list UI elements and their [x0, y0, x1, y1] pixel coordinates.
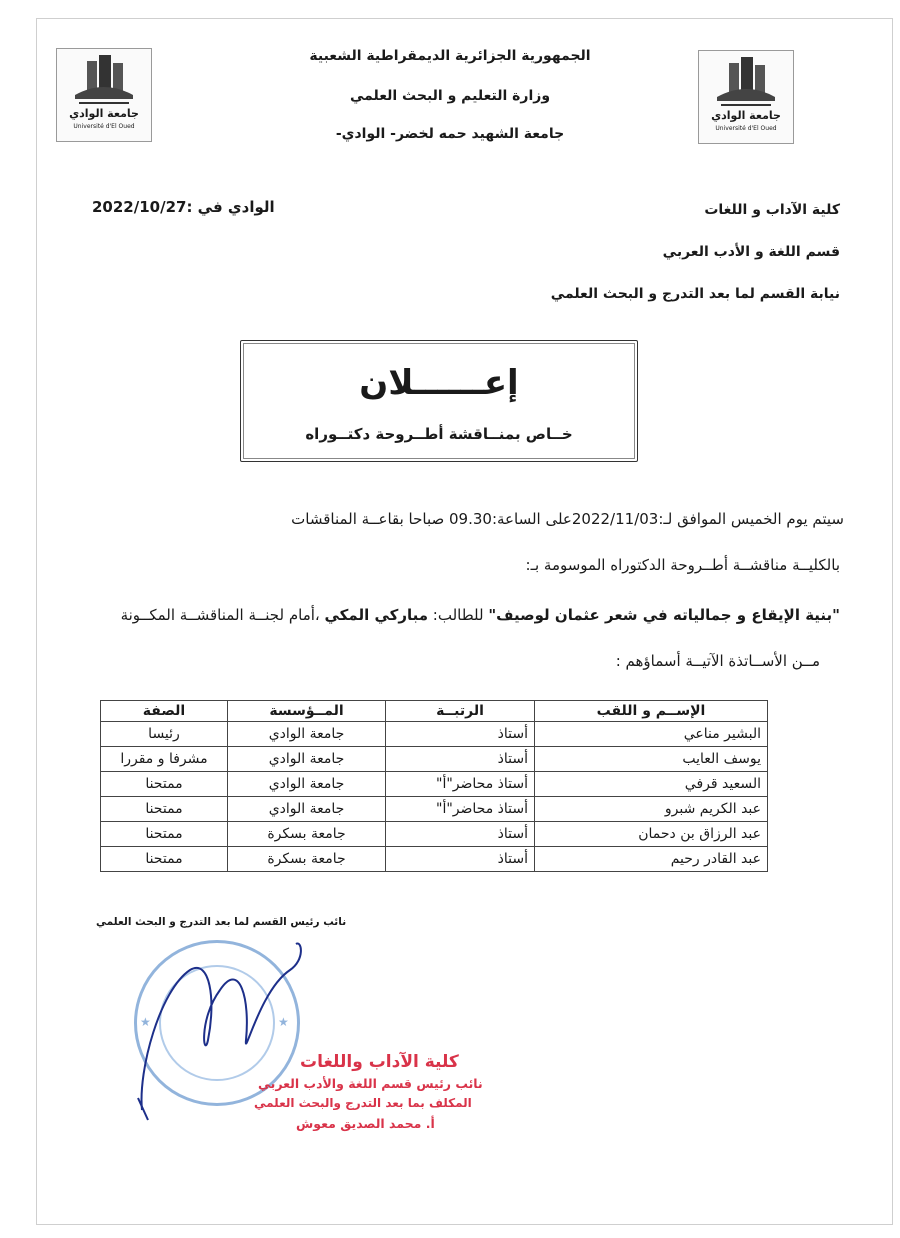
member-name: عبد الكريم شبرو	[535, 797, 768, 822]
body-line-1: سيتم يوم الخميس الموافق لـ:2022/11/03على الساعة:09.30 صباحا بقاعــة المناقشات	[291, 510, 844, 528]
body-line-2: بالكليــة مناقشــة أطــروحة الدكتوراه الموسومة بـ:	[525, 556, 840, 574]
committee-table	[100, 700, 768, 872]
member-name: عبد القادر رحيم	[535, 847, 768, 872]
student-label: للطالب:	[428, 606, 489, 624]
member-role: ممتحنا	[101, 797, 228, 822]
member-name: يوسف العايب	[535, 747, 768, 772]
member-role: ممتحنا	[101, 847, 228, 872]
red-stamp-signatory: أ. محمد الصديق معوش	[296, 1116, 435, 1131]
red-stamp-line-2: نائب رئيس قسم اللغة والأدب العربي	[258, 1076, 483, 1091]
logo-subcaption: Université d'El Oued	[73, 123, 135, 130]
member-name: عبد الرزاق بن دحمان	[535, 822, 768, 847]
committee-intro: ،أمام لجنــة المناقشــة المكــونة	[120, 606, 325, 624]
red-stamp-line-3: المكلف بما بعد التدرج والبحث العلمي	[254, 1096, 472, 1110]
member-rank: أستاذ	[386, 747, 535, 772]
header-institution: المــؤسسة	[228, 701, 386, 722]
logo-subcaption: Université d'El Oued	[715, 125, 777, 132]
announcement-title: إعــــــلان	[359, 363, 519, 403]
table-row	[101, 822, 768, 847]
announcement-box	[240, 340, 638, 462]
signature-title: نائب رئيس القسم لما بعد التدرج و البحث العلمي	[96, 916, 347, 928]
vice-department-name: نيابة القسم لما بعد التدرج و البحث العلمي	[550, 286, 840, 302]
logo-caption: جامعة الوادي	[69, 107, 139, 120]
member-institution: جامعة بسكرة	[228, 822, 386, 847]
member-name: البشير مناعي	[535, 722, 768, 747]
member-role: ممتحنا	[101, 772, 228, 797]
table-row	[101, 722, 768, 747]
header-rank: الرتبــة	[386, 701, 535, 722]
svg-text:★: ★	[278, 1015, 289, 1029]
member-institution: جامعة الوادي	[228, 747, 386, 772]
table-header-row	[101, 701, 768, 722]
member-name: السعيد قرفي	[535, 772, 768, 797]
member-role: رئيسا	[101, 722, 228, 747]
body-line-4: مــن الأســاتذة الآتيــة أسماؤهم :	[615, 652, 820, 670]
header-role: الصفة	[101, 701, 228, 722]
department-name: قسم اللغة و الأدب العربي	[662, 244, 840, 260]
header-university: جامعة الشهيد حمه لخضر- الوادي-	[335, 126, 565, 142]
member-institution: جامعة بسكرة	[228, 847, 386, 872]
member-role: مشرفا و مقررا	[101, 747, 228, 772]
faculty-name: كلية الآداب و اللغات	[704, 202, 840, 218]
member-rank: أستاذ	[386, 722, 535, 747]
header-ministry: وزارة التعليم و البحث العلمي	[349, 88, 551, 104]
member-rank: أستاذ	[386, 822, 535, 847]
member-rank: أستاذ	[386, 847, 535, 872]
red-stamp-line-1: كلية الآداب واللغات	[300, 1052, 459, 1072]
body-line-3	[121, 606, 840, 624]
member-rank: أستاذ محاضر"أ"	[386, 772, 535, 797]
student-name: مباركي المكي	[324, 606, 429, 624]
member-institution: جامعة الوادي	[228, 797, 386, 822]
header-republic: الجمهورية الجزائرية الديمقراطية الشعبية	[309, 48, 591, 64]
thesis-title: "بنية الإيقاع و جمالياته في شعر عثمان لوصيف"	[488, 606, 840, 624]
member-role: ممتحنا	[101, 822, 228, 847]
member-institution: جامعة الوادي	[228, 722, 386, 747]
table-row	[101, 797, 768, 822]
table-row	[101, 847, 768, 872]
logo-caption: جامعة الوادي	[711, 109, 781, 122]
member-institution: جامعة الوادي	[228, 772, 386, 797]
member-rank: أستاذ محاضر"أ"	[386, 797, 535, 822]
header-name: الإســم و اللقب	[535, 701, 768, 722]
announcement-subtitle: خــاص بمنــاقشة أطــروحة دكتــوراه	[305, 425, 573, 443]
table-row	[101, 772, 768, 797]
table-row	[101, 747, 768, 772]
date-line: الوادي في :2022/10/27	[92, 198, 275, 216]
svg-text:★: ★	[140, 1015, 151, 1029]
